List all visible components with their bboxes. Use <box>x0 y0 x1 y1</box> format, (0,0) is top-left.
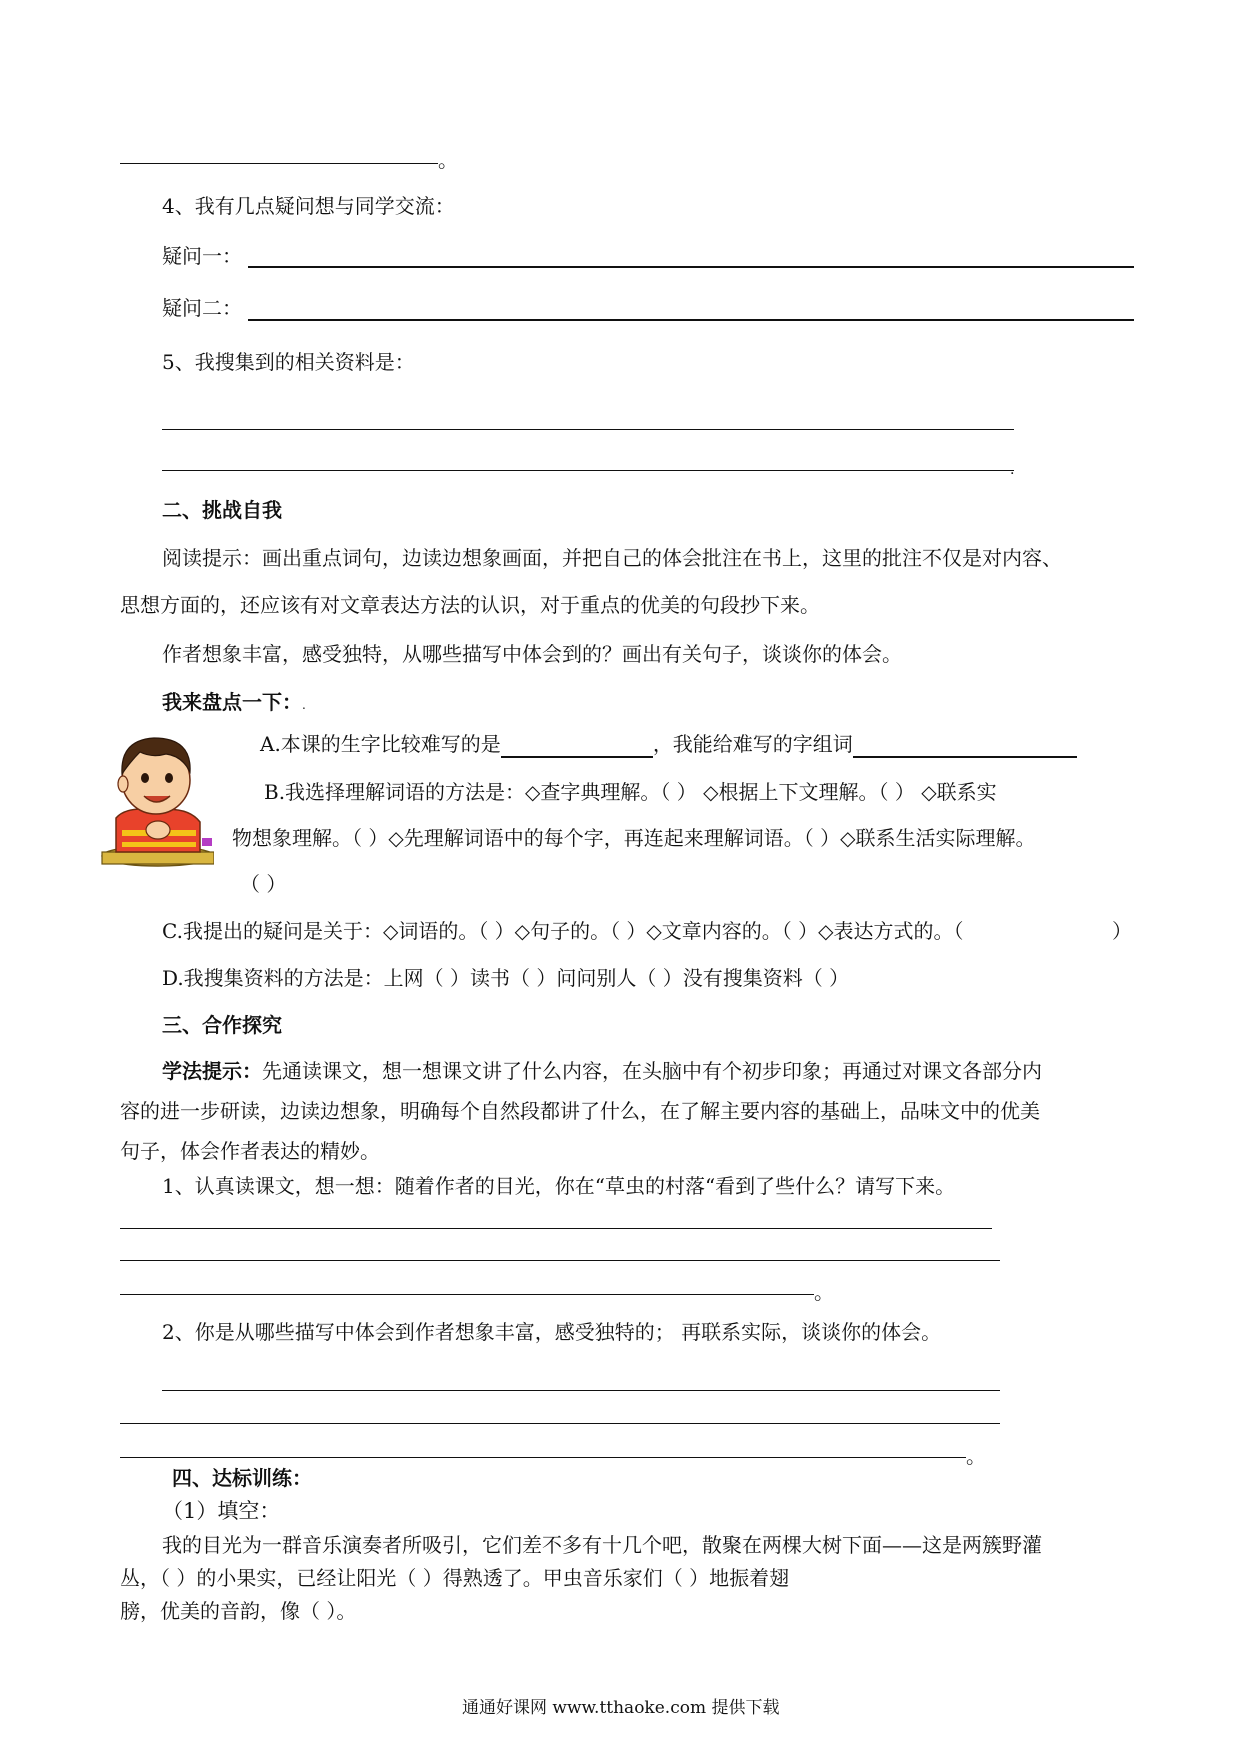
ear <box>118 776 128 792</box>
q2-end: 。 <box>966 1444 986 1468</box>
q5-title: 5、我搜集到的相关资料是： <box>162 350 415 374</box>
section2-heading: 二、挑战自我 <box>162 498 282 522</box>
doubt2-label: 疑问二： <box>162 296 242 320</box>
footer: 通通好课网 www.tthaoke.com 提供下载 <box>462 1698 780 1718</box>
section3-q2: 2、你是从哪些描写中体会到作者想象丰富，感受独特的； 再联系实际，谈谈你的体会。 <box>162 1320 942 1344</box>
answer-line <box>120 163 438 164</box>
item-d: D.我搜集资料的方法是：上网（ ）读书（ ）问问别人（ ）没有搜集资料（ ） <box>162 966 850 990</box>
q5-trail: . <box>1010 462 1015 478</box>
section3-q1: 1、认真读课文，想一想：随着作者的目光，你在“草虫的村落“看到了些什么？请写下来。 <box>162 1174 956 1198</box>
section3-heading: 三、合作探究 <box>162 1013 282 1037</box>
q4-title: 4、我有几点疑问想与同学交流： <box>162 194 455 218</box>
q1-answer-line-1 <box>120 1228 992 1229</box>
fill-line2: 丛，（ ）的小果实，已经让阳光（ ）得熟透了。甲虫音乐家们（ ）地振着翅 <box>120 1566 790 1590</box>
period: 。 <box>438 148 458 172</box>
fill-line1: 我的目光为一群音乐演奏者所吸引，它们差不多有十几个吧，散聚在两棵大树下面——这是两簇野灌 <box>162 1533 1042 1557</box>
inventory-title-text: 我来盘点一下： <box>162 690 302 714</box>
section2-hint-line1: 阅读提示：画出重点词句，边读边想象画面，并把自己的体会批注在书上，这里的批注不仅是对内容、 <box>162 546 1062 570</box>
item-a-prefix: A.本课的生字比较难写的是 <box>260 732 501 756</box>
table-edge <box>102 852 214 864</box>
section3-hint-line2: 容的进一步研读，边读边想象，明确每个自然段都讲了什么，在了解主要内容的基础上，品味文中的优美 <box>120 1099 1040 1123</box>
item-a-middle: ，我能给难写的字组词 <box>652 732 853 756</box>
section4-sub1: （1）填空： <box>162 1499 281 1523</box>
inventory-trail: . <box>302 698 306 712</box>
q2-answer-line-2 <box>120 1423 1000 1424</box>
q1-answer-line-3 <box>120 1294 814 1295</box>
section2-hint-line2: 思想方面的，还应该有对文章表达方法的认识，对于重点的优美的句段抄下来。 <box>120 593 820 617</box>
doubt2-answer-line <box>248 319 1134 321</box>
q5-answer-line-1 <box>162 429 1014 430</box>
item-b-line3: （ ） <box>240 872 287 896</box>
item-b-line2: 物想象理解。（ ）◇先理解词语中的每个字，再连起来理解词语。（ ）◇联系生活实际理解。 <box>232 826 1036 850</box>
q1-end: 。 <box>814 1280 834 1304</box>
q2-answer-line-3 <box>120 1457 966 1458</box>
section3-hint-line1 <box>162 1057 1042 1085</box>
section4-heading: 四、达标训练： <box>172 1466 312 1490</box>
inventory-title <box>162 688 306 719</box>
hand <box>146 821 170 839</box>
item-a-blank-1[interactable] <box>501 734 653 758</box>
left-eye <box>141 773 149 783</box>
doubt1-answer-line <box>248 266 1134 268</box>
item-b-line1: B.我选择理解词语的方法是：◇查字典理解。（ ） ◇根据上下文理解。（ ） ◇联系实 <box>264 780 997 804</box>
pencil-tip <box>202 838 212 846</box>
section3-hint-line3: 句子，体会作者表达的精妙。 <box>120 1139 380 1163</box>
item-a-blank-2[interactable] <box>853 734 1077 758</box>
doubt1-label: 疑问一： <box>162 244 242 268</box>
boy-illustration <box>96 718 214 868</box>
q5-answer-line-2 <box>162 470 1014 471</box>
item-c-close: ） <box>1112 919 1132 943</box>
fill-line3: 膀，优美的音韵，像（ ）。 <box>120 1599 357 1623</box>
q2-answer-line-1 <box>162 1390 1000 1391</box>
item-a <box>260 730 1077 758</box>
q1-answer-line-2 <box>120 1260 1000 1261</box>
item-c: C.我提出的疑问是关于：◇词语的。（ ）◇句子的。（ ）◇文章内容的。（ ）◇表达方式的。（ <box>162 919 964 943</box>
right-eye <box>165 773 173 783</box>
shirt-stripe-2 <box>122 842 196 847</box>
section3-hint-text: 先通读课文，想一想课文讲了什么内容，在头脑中有个初步印象；再通过对课文各部分内 <box>262 1059 1042 1083</box>
section2-task: 作者想象丰富，感受独特，从哪些描写中体会到的？画出有关句子，谈谈你的体会。 <box>162 642 902 666</box>
section3-hint-label: 学法提示： <box>162 1059 262 1083</box>
